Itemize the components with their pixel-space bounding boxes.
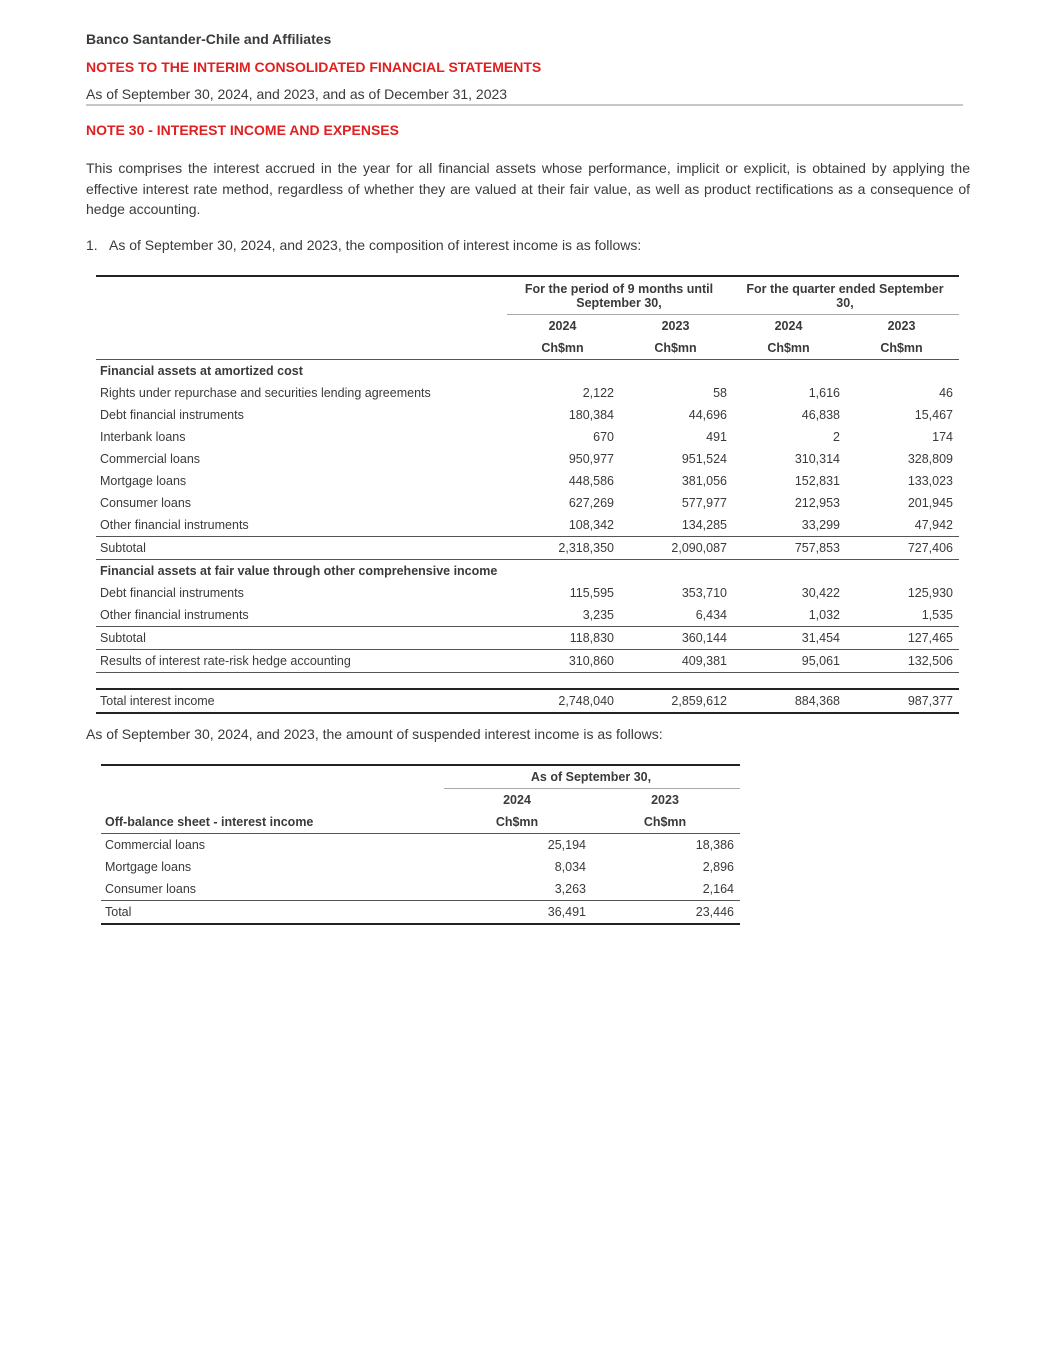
company-name: Banco Santander-Chile and Affiliates [86, 31, 332, 47]
cell-value: 180,384 [568, 408, 614, 422]
table-row [96, 514, 959, 537]
cell-value: 951,524 [681, 452, 727, 466]
table-row [96, 604, 959, 627]
cell-value: 58 [713, 386, 727, 400]
cell-value: 577,977 [681, 496, 727, 510]
row-label: Commercial loans [105, 838, 206, 852]
cell-value: 360,144 [681, 631, 727, 645]
list-item-number: 1. [86, 237, 98, 253]
cell-value: 2,859,612 [620, 689, 733, 713]
cell-value: 1,032 [808, 608, 840, 622]
cell-value: 310,314 [794, 452, 840, 466]
row-label: Consumer loans [100, 496, 192, 510]
table-row [101, 856, 740, 878]
table-row [96, 492, 959, 514]
interest-income-table [96, 275, 959, 714]
cell-value: 2,748,040 [507, 689, 620, 713]
cell-value: 2,896 [702, 860, 734, 874]
as-of-date: As of September 30, 2024, and 2023, and as of December 31, 2023 [86, 86, 508, 102]
unit-header: Ch$mn [541, 341, 584, 355]
cell-value: 46,838 [801, 408, 840, 422]
row-label: Consumer loans [105, 882, 197, 896]
cell-value: 353,710 [681, 586, 727, 600]
cell-value: 328,809 [907, 452, 953, 466]
cell-value: 174 [932, 430, 953, 444]
label-header: Off-balance sheet - interest income [105, 815, 314, 829]
unit-header: Ch$mn [880, 341, 923, 355]
cell-value: 2,090,087 [671, 541, 727, 555]
cell-value: 670 [593, 430, 614, 444]
row-label: Interbank loans [100, 430, 186, 444]
cell-value: 15,467 [914, 408, 953, 422]
cell-value: 8,034 [554, 860, 586, 874]
list-item-1 [86, 237, 641, 253]
cell-value: 2,122 [582, 386, 614, 400]
cell-value: 133,023 [907, 474, 953, 488]
total-row [101, 901, 740, 925]
cell-value: 44,696 [688, 408, 727, 422]
cell-value: 36,491 [444, 901, 592, 925]
row-label: Other financial instruments [100, 608, 249, 622]
row-label: Mortgage loans [100, 474, 187, 488]
cell-value: 134,285 [681, 518, 727, 532]
cell-value: 6,434 [695, 608, 727, 622]
table-row [96, 470, 959, 492]
cell-value: 125,930 [907, 586, 953, 600]
cell-value: 987,377 [846, 689, 959, 713]
total-row [96, 689, 959, 713]
cell-value: 152,831 [794, 474, 840, 488]
year-header: 2023 [661, 319, 690, 333]
cell-value: 884,368 [733, 689, 846, 713]
row-label: Debt financial instruments [100, 408, 244, 422]
cell-value: 115,595 [569, 586, 614, 600]
cell-value: 950,977 [568, 452, 614, 466]
cell-value: 3,235 [582, 608, 614, 622]
year-header: 2023 [651, 793, 679, 807]
cell-value: 25,194 [547, 838, 586, 852]
cell-value: 757,853 [794, 541, 840, 555]
header-divider [86, 104, 963, 106]
row-label: Mortgage loans [105, 860, 192, 874]
cell-value: 30,422 [801, 586, 840, 600]
list-item-text: As of September 30, 2024, and 2023, the composition of interest income is as follows: [109, 237, 642, 253]
table-row [96, 404, 959, 426]
hedge-row [96, 650, 959, 673]
year-header: 2024 [548, 319, 577, 333]
section-heading: Financial assets at fair value through other comprehensive income [100, 564, 498, 578]
cell-value: 132,506 [907, 654, 953, 668]
cell-value: 727,406 [907, 541, 953, 555]
suspended-intro: As of September 30, 2024, and 2023, the amount of suspended interest income is as follows: [86, 726, 663, 742]
row-label: Results of interest rate-risk hedge accounting [100, 654, 351, 668]
cell-value: 1,616 [808, 386, 840, 400]
cell-value: 3,263 [554, 882, 586, 896]
section-heading: Financial assets at amortized cost [100, 364, 303, 378]
unit-header: Ch$mn [495, 815, 539, 829]
cell-value: 2,164 [702, 882, 734, 896]
note-paragraph: This comprises the interest accrued in the year for all financial assets whose performance, implicit or explicit, is obtained by applying the effective interest rate method, regardless of whether they are valued at their fair value, as well as product rectifications as a consequence of hedge accounting. [86, 160, 970, 217]
table-row [96, 426, 959, 448]
cell-value: 23,446 [592, 901, 740, 925]
cell-value: 46 [939, 386, 953, 400]
cell-value: 108,342 [568, 518, 614, 532]
cell-value: 381,056 [681, 474, 727, 488]
cell-value: 95,061 [801, 654, 840, 668]
table-row [96, 382, 959, 404]
row-label: Commercial loans [100, 452, 201, 466]
table-row [101, 834, 740, 857]
cell-value: 2,318,350 [558, 541, 614, 555]
cell-value: 18,386 [695, 838, 734, 852]
note-title: NOTE 30 - INTEREST INCOME AND EXPENSES [86, 122, 399, 138]
cell-value: 2 [833, 430, 840, 444]
header-group-as-of: As of September 30, [444, 765, 740, 789]
year-header: 2024 [774, 319, 803, 333]
cell-value: 212,953 [794, 496, 840, 510]
year-header: 2023 [887, 319, 916, 333]
cell-value: 491 [706, 430, 727, 444]
cell-value: 118,830 [569, 631, 614, 645]
cell-value: 201,945 [907, 496, 953, 510]
row-label: Subtotal [100, 541, 146, 555]
table-row [96, 582, 959, 604]
cell-value: 33,299 [801, 518, 840, 532]
cell-value: 409,381 [681, 654, 727, 668]
suspended-interest-table [101, 764, 740, 925]
cell-value: 627,269 [568, 496, 614, 510]
year-header: 2024 [503, 793, 531, 807]
row-label: Subtotal [100, 631, 146, 645]
header-group-quarter: For the quarter ended September 30, [733, 276, 959, 315]
cell-value: 448,586 [568, 474, 614, 488]
table-row [96, 448, 959, 470]
row-label: Total interest income [96, 689, 507, 713]
cell-value: 31,454 [801, 631, 840, 645]
table-row [101, 878, 740, 901]
unit-header: Ch$mn [643, 815, 687, 829]
subtotal-row [96, 537, 959, 560]
notes-title: NOTES TO THE INTERIM CONSOLIDATED FINANCIAL STATEMENTS [86, 59, 542, 75]
unit-header: Ch$mn [654, 341, 697, 355]
row-label: Total [101, 901, 444, 925]
row-label: Rights under repurchase and securities lending agreements [100, 386, 431, 400]
cell-value: 47,942 [914, 518, 953, 532]
header-group-9-months: For the period of 9 months until September 30, [507, 276, 733, 315]
cell-value: 127,465 [907, 631, 953, 645]
cell-value: 310,860 [568, 654, 614, 668]
row-label: Other financial instruments [100, 518, 249, 532]
unit-header: Ch$mn [767, 341, 810, 355]
row-label: Debt financial instruments [100, 586, 244, 600]
subtotal-row [96, 627, 959, 650]
cell-value: 1,535 [921, 608, 953, 622]
